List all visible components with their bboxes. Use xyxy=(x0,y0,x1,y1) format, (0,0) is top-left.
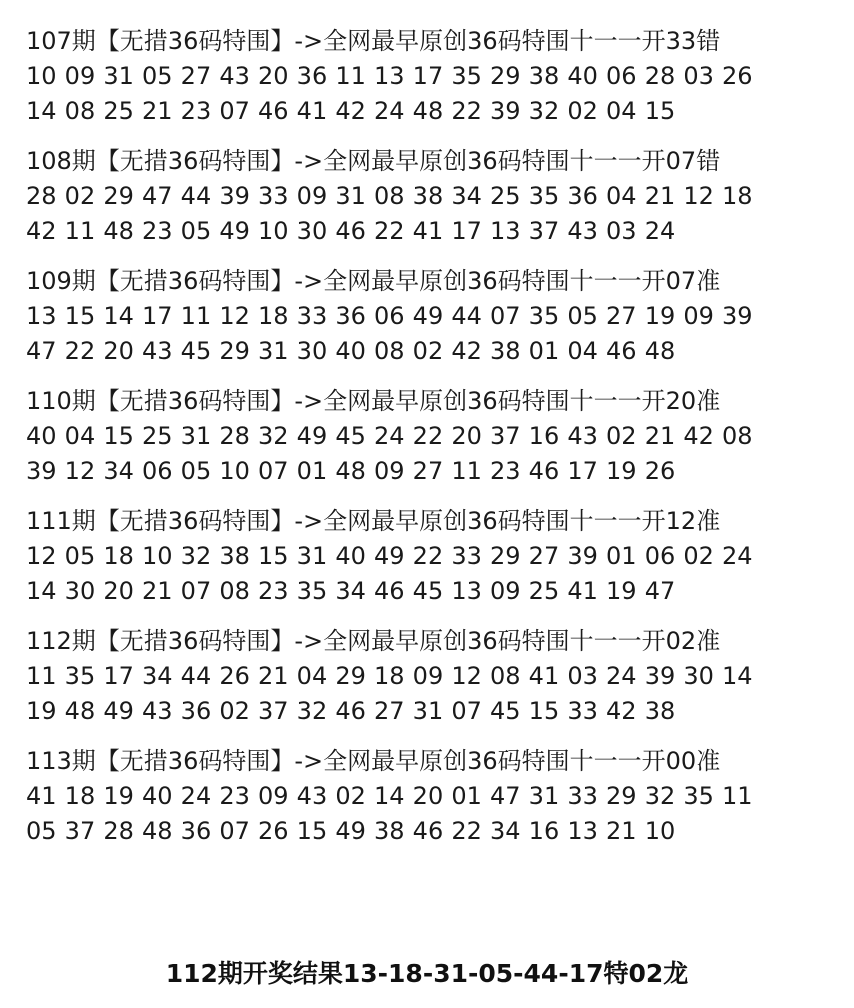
record-header: 107期【无措36码特围】->全网最早原创36码特围十一一开33错 xyxy=(26,27,721,55)
number-row: 19 48 49 43 36 02 37 32 46 27 31 07 45 15 33 42 38 xyxy=(26,697,676,725)
record-header: 110期【无措36码特围】->全网最早原创36码特围十一一开20准 xyxy=(26,387,721,415)
record-108 xyxy=(26,144,826,249)
number-row: 05 37 28 48 36 07 26 15 49 38 46 22 34 16 13 21 10 xyxy=(26,817,676,845)
draw-result-footer: 112期开奖结果13-18-31-05-44-17特02龙 xyxy=(165,959,689,988)
number-row: 14 30 20 21 07 08 23 35 34 46 45 13 09 25 41 19 47 xyxy=(26,577,676,605)
record-109 xyxy=(26,264,826,369)
record-header: 113期【无措36码特围】->全网最早原创36码特围十一一开00准 xyxy=(26,747,721,775)
record-107 xyxy=(26,24,826,129)
number-row: 40 04 15 25 31 28 32 49 45 24 22 20 37 16 43 02 21 42 08 xyxy=(26,422,753,450)
number-row: 11 35 17 34 44 26 21 04 29 18 09 12 08 41 03 24 39 30 14 xyxy=(26,662,753,690)
record-112 xyxy=(26,624,826,729)
record-header: 111期【无措36码特围】->全网最早原创36码特围十一一开12准 xyxy=(26,507,721,535)
record-header: 112期【无措36码特围】->全网最早原创36码特围十一一开02准 xyxy=(26,627,721,655)
number-row: 10 09 31 05 27 43 20 36 11 13 17 35 29 38 40 06 28 03 26 xyxy=(26,62,753,90)
record-header: 108期【无措36码特围】->全网最早原创36码特围十一一开07错 xyxy=(26,147,721,175)
number-row: 28 02 29 47 44 39 33 09 31 08 38 34 25 35 36 04 21 12 18 xyxy=(26,182,753,210)
record-110 xyxy=(26,384,826,489)
record-111 xyxy=(26,504,826,609)
number-row: 39 12 34 06 05 10 07 01 48 09 27 11 23 46 17 19 26 xyxy=(26,457,676,485)
records-list xyxy=(26,24,826,864)
number-row: 41 18 19 40 24 23 09 43 02 14 20 01 47 31 33 29 32 35 11 xyxy=(26,782,753,810)
number-row: 14 08 25 21 23 07 46 41 42 24 48 22 39 32 02 04 15 xyxy=(26,97,676,125)
record-113 xyxy=(26,744,826,849)
number-row: 12 05 18 10 32 38 15 31 40 49 22 33 29 27 39 01 06 02 24 xyxy=(26,542,753,570)
number-row: 13 15 14 17 11 12 18 33 36 06 49 44 07 35 05 27 19 09 39 xyxy=(26,302,753,330)
number-row: 42 11 48 23 05 49 10 30 46 22 41 17 13 37 43 03 24 xyxy=(26,217,676,245)
number-row: 47 22 20 43 45 29 31 30 40 08 02 42 38 01 04 46 48 xyxy=(26,337,676,365)
record-header: 109期【无措36码特围】->全网最早原创36码特围十一一开07准 xyxy=(26,267,721,295)
